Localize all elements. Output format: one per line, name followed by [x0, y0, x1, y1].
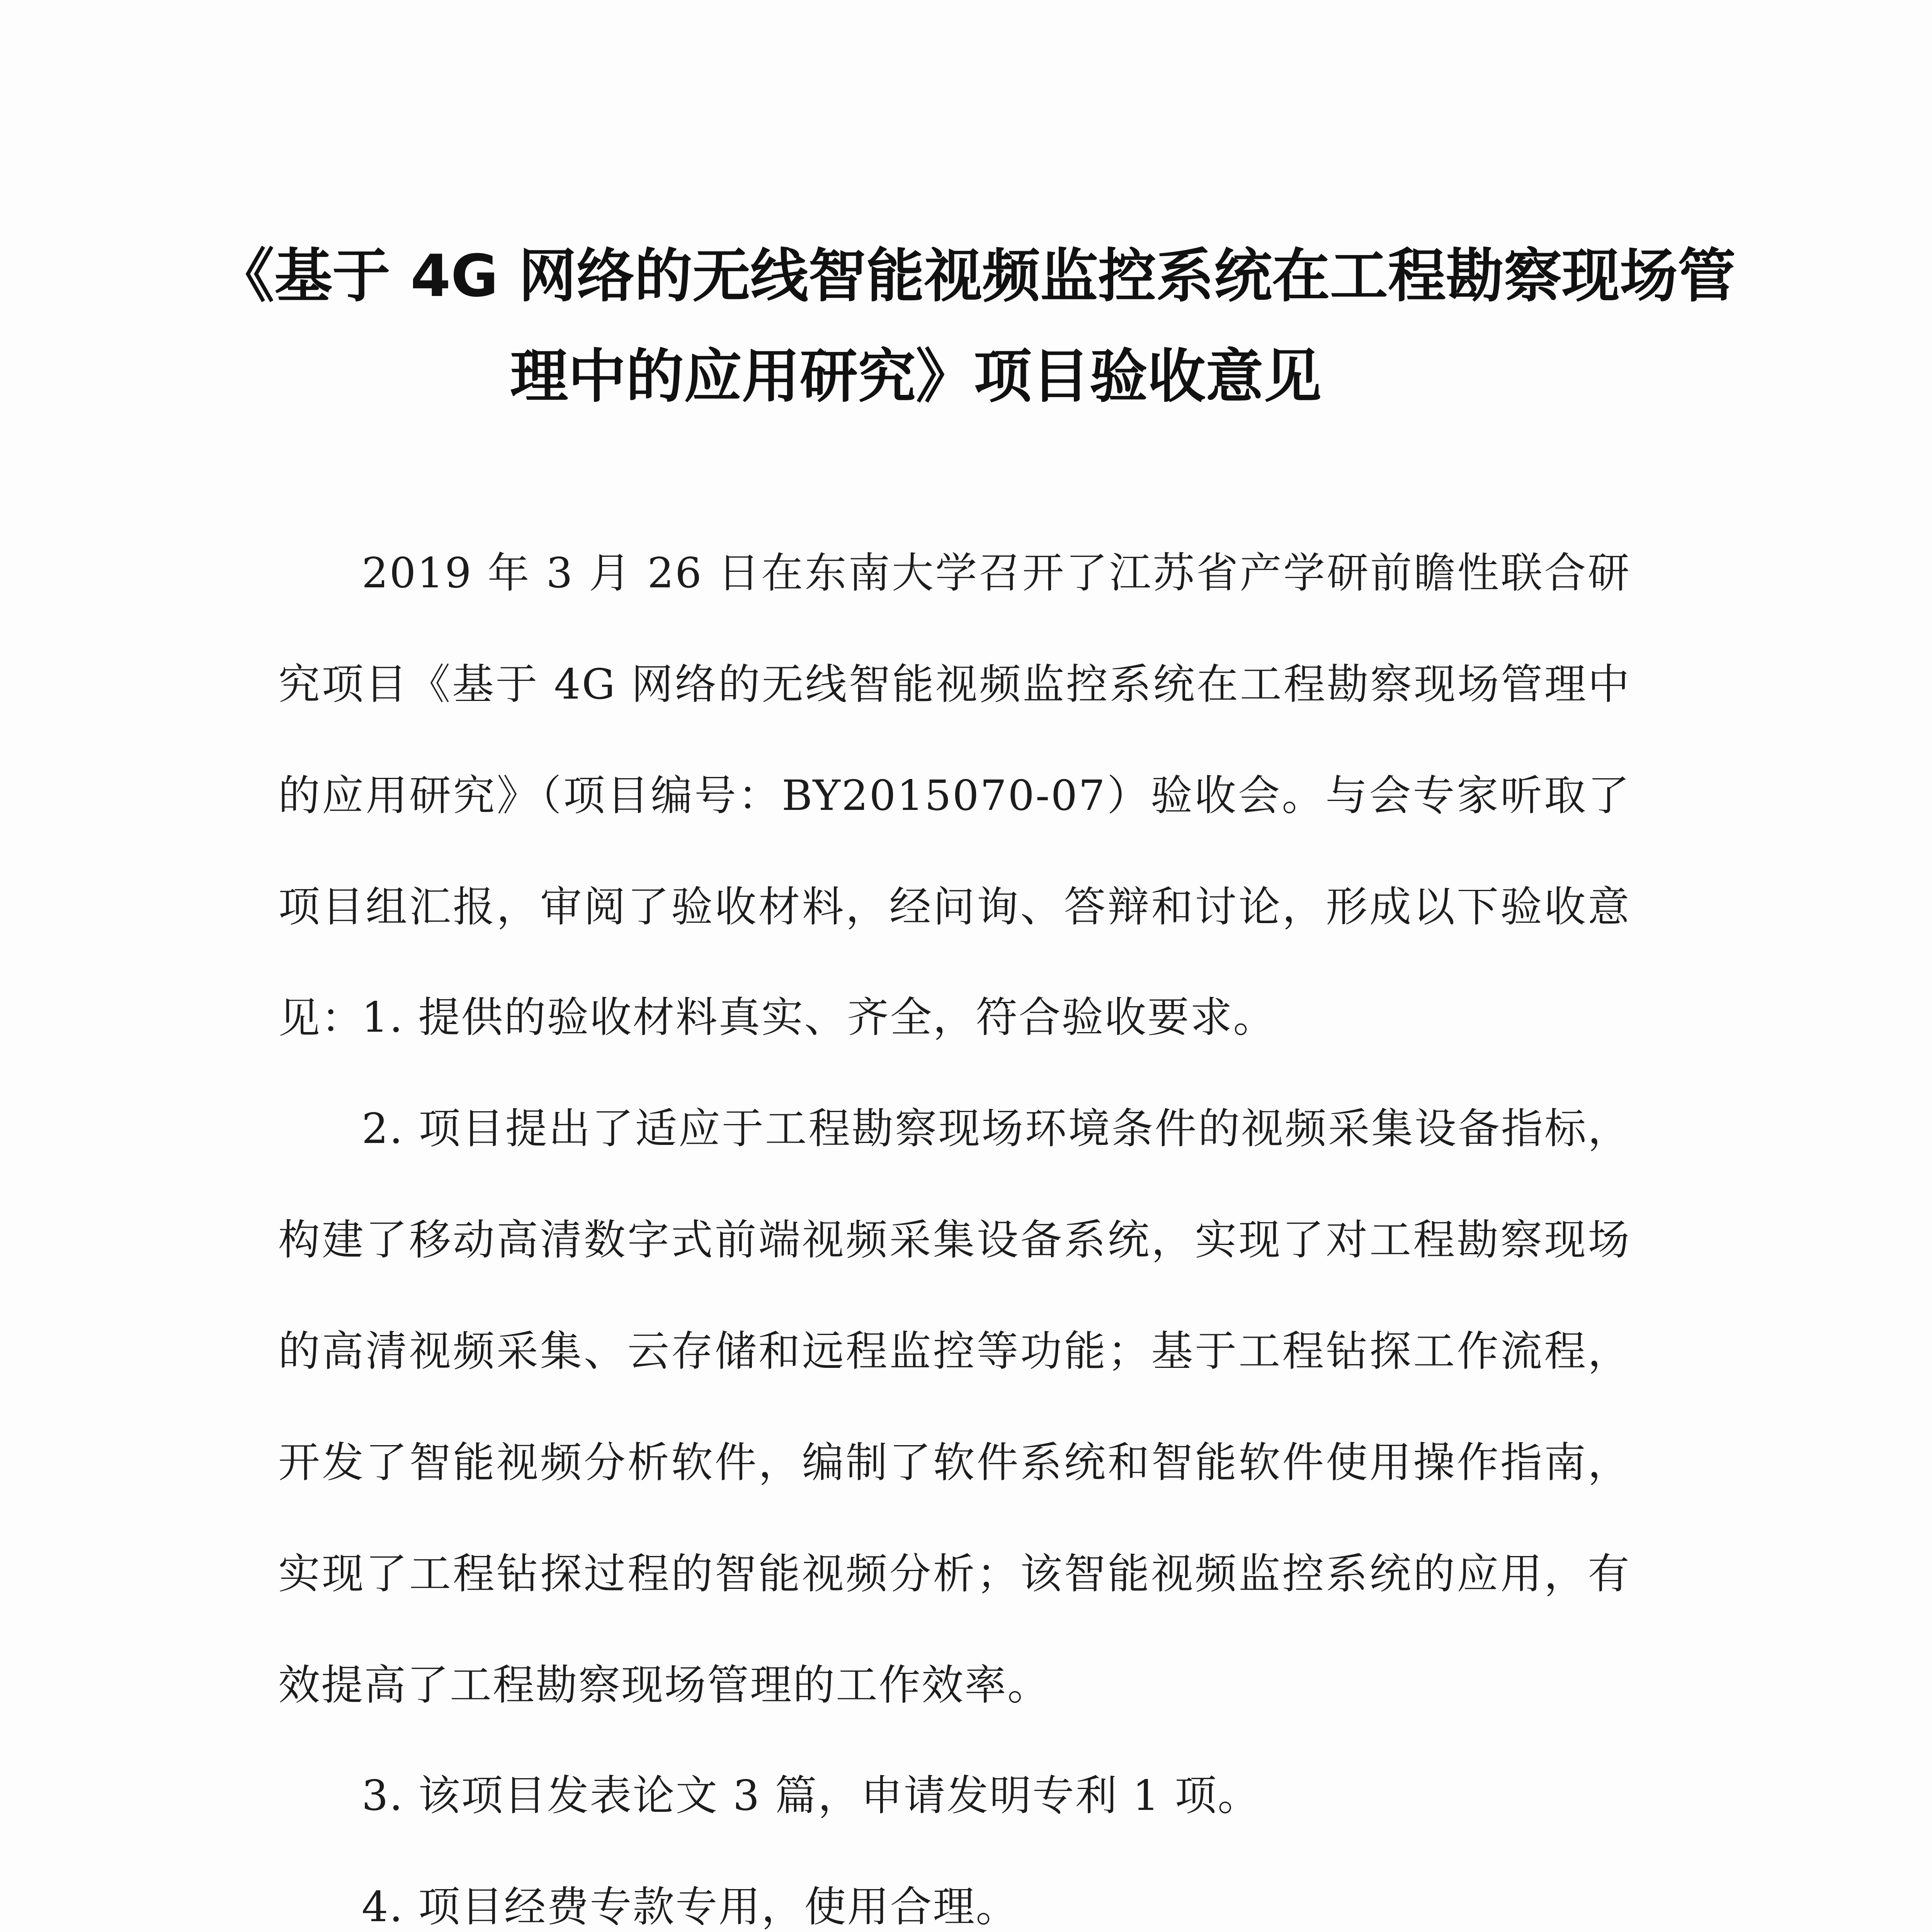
document-title-line-2: 理中的应用研究》项目验收意见 [510, 343, 1321, 410]
opinion-item-2: 2. 项目提出了适应于工程勘察现场环境条件的视频采集设备指标，构建了移动高清数字式前端视频采集设备系统，实现了对工程勘察现场的高清视频采集、云存储和远程监控等功能；基于工程钻探工作流程，开发了智能视频分析软件，编制了软件系统和智能软件使用操作指南，实现了工程钻探过程的智能视频分析；该智能视频监控系统的应用，有效提高了工程勘察现场管理的工作效率。 [278, 1105, 1631, 1709]
opinion-item-1: 1. 提供的验收材料真实、齐全，符合验收要求。 [362, 993, 1276, 1042]
intro-paragraph: 2019 年 3 月 26 日在东南大学召开了江苏省产学研前瞻性联合研究项目《基于 4G 网络的无线智能视频监控系统在工程勘察现场管理中的应用研究》（项目编号：BY2015070-07）验收会。与会专家听取了项目组汇报，审阅了验收材料，经问询、答辩和讨论，形成以下验收意见： [278, 549, 1631, 1043]
document-title-line-1: 《基于 4G 网络的无线智能视频监控系统在工程勘察现场管 [216, 243, 1736, 310]
opinion-item-4: 4. 项目经费专款专用，使用合理。 [362, 1883, 1019, 1931]
opinion-item-3: 3. 该项目发表论文 3 篇，申请发明专利 1 项。 [362, 1772, 1261, 1820]
